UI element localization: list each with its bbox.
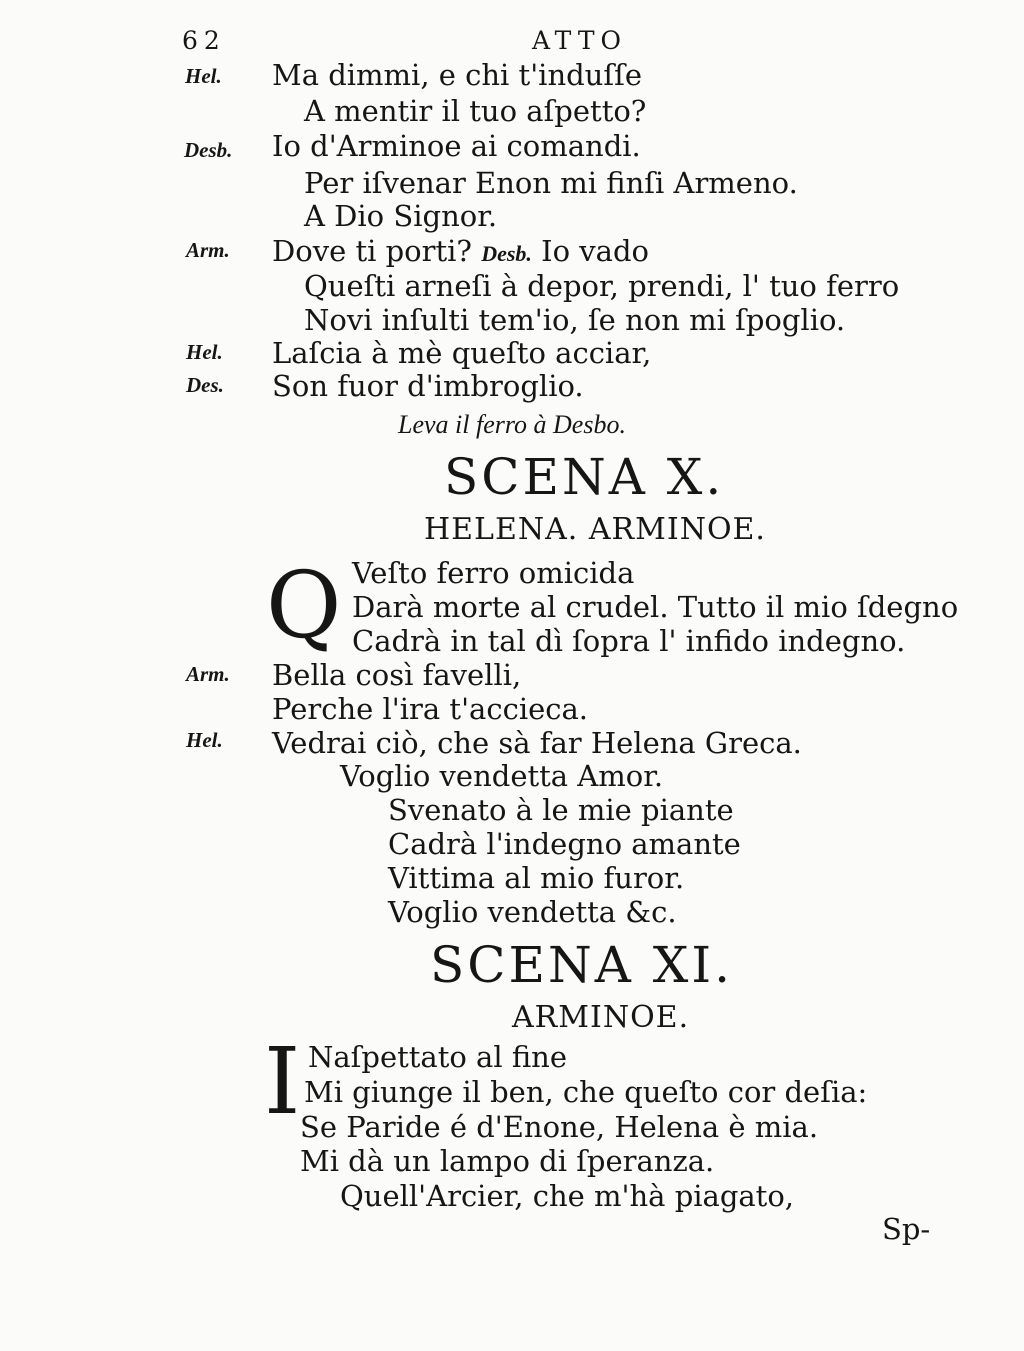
verse-line: Se Paride é d'Enone, Helena è mia. (300, 1110, 819, 1144)
verse-line: Voglio vendetta Amor. (340, 759, 664, 793)
verse-line: Cadrà l'indegno amante (388, 827, 741, 861)
drop-cap: I (264, 1028, 301, 1135)
speaker-label: Hel. (185, 64, 222, 88)
verse-line: Novi inſulti tem'io, ſe non mi ſpoglio. (304, 303, 846, 337)
scene-title: SCENA XI. (430, 936, 734, 994)
verse-line: Mi dà un lampo di ſperanza. (300, 1144, 715, 1178)
verse-line: A Dio Signor. (304, 199, 498, 233)
page-number: 62 (182, 26, 226, 55)
verse-line: Vittima al mio furor. (388, 861, 685, 895)
speaker-label: Arm. (186, 238, 230, 262)
verse-line: Voglio vendetta &c. (388, 895, 677, 929)
drop-cap: Q (266, 552, 342, 659)
running-title: ATTO (532, 26, 627, 55)
verse-line: Io d'Arminoe ai comandi. (272, 129, 641, 163)
verse-line: Son fuor d'imbroglio. (272, 369, 584, 403)
verse-line: Bella così favelli, (272, 658, 522, 692)
verse-line: Veſto ferro omicida (352, 556, 635, 590)
speaker-label: Des. (186, 373, 224, 397)
verse-line: Queſti arneſi à depor, prendi, l' tuo ferro (304, 269, 900, 303)
scene-title: SCENA X. (444, 448, 725, 506)
verse-line: Cadrà in tal dì ſopra l' infido indegno. (352, 624, 906, 658)
speaker-label: Hel. (186, 340, 223, 364)
verse-line: Laſcia à mè queſto acciar, (272, 336, 652, 370)
verse-line: A mentir il tuo aſpetto? (304, 94, 647, 128)
verse-line: Per iſvenar Enon mi finſi Armeno. (304, 166, 798, 200)
verse-line-part: Dove ti porti? (272, 234, 472, 268)
verse-line: Naſpettato al fine (308, 1040, 568, 1074)
speaker-label: Arm. (186, 662, 230, 686)
verse-line (272, 234, 649, 271)
speaker-label: Desb. (184, 138, 233, 162)
verse-line: Vedrai ciò, che sà far Helena Greca. (272, 726, 802, 760)
scene-characters: HELENA. ARMINOE. (424, 512, 766, 547)
scene-characters: ARMINOE. (512, 1000, 690, 1035)
stage-direction: Leva il ferro à Desbo. (398, 410, 626, 439)
verse-line: Svenato à le mie piante (388, 793, 734, 827)
catchword: Sp- (882, 1212, 931, 1246)
verse-line: Perche l'ira t'accieca. (272, 692, 589, 726)
verse-line: Mi giunge il ben, che queſto cor deſia: (304, 1075, 868, 1109)
inline-speaker-label: Desb. (481, 241, 532, 266)
verse-line-part: Io vado (541, 234, 649, 268)
verse-line: Darà morte al crudel. Tutto il mio ſdegno (352, 590, 959, 624)
verse-line: Quell'Arcier, che m'hà piagato, (340, 1179, 795, 1213)
verse-line: Ma dimmi, e chi t'induſſe (272, 58, 642, 92)
speaker-label: Hel. (186, 728, 223, 752)
